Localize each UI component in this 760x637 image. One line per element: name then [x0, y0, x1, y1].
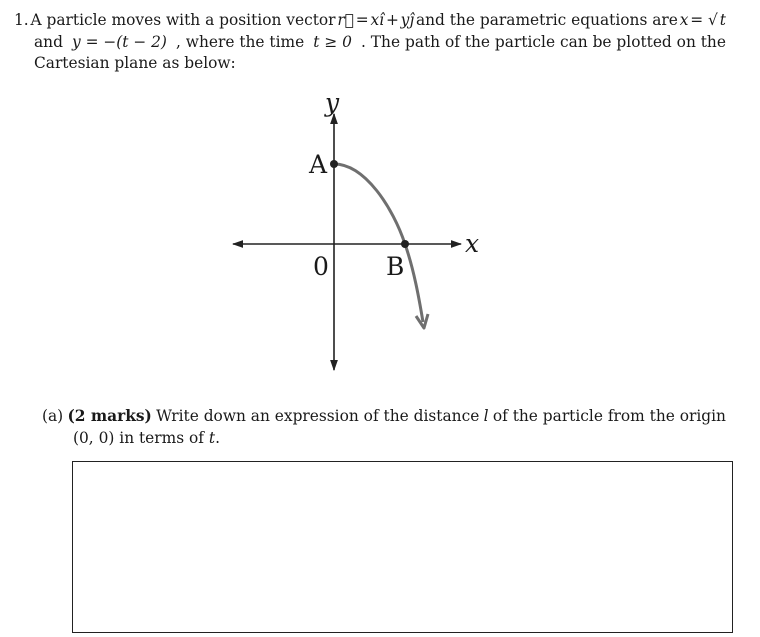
y-axis-label: y [325, 88, 340, 117]
part-a-text-2: of the particle from the origin [492, 407, 726, 425]
part-a-line-2 [42, 428, 726, 450]
part-a-line-1 [42, 406, 726, 428]
question-text-1b: and the parametric equations are [415, 11, 678, 29]
term-x-i: xî [370, 11, 385, 29]
text-and: and [34, 32, 63, 51]
x-axis-label: x [465, 229, 480, 258]
var-l: l [483, 407, 489, 425]
point-a-label: A [309, 150, 328, 179]
parametric-graph [225, 88, 495, 378]
part-a [42, 406, 726, 449]
part-a-label: (a) [42, 407, 64, 425]
question-number: 1. [14, 11, 29, 29]
text-cartesian: Cartesian plane as below: [34, 54, 236, 72]
origin-label: 0 [313, 252, 329, 281]
part-a-marks: (2 marks) [67, 407, 152, 425]
origin-coords: (0, 0) in terms of [73, 428, 209, 447]
answer-box[interactable] [72, 461, 733, 633]
question-1 [14, 10, 726, 75]
question-line-2 [14, 32, 726, 54]
var-x: x [679, 11, 689, 29]
text-path: . The path of the particle can be plotted on the [361, 32, 726, 51]
plus-sign: + [385, 11, 399, 29]
sqrt-eq: = √ [690, 11, 718, 29]
point-b-label: B [386, 252, 405, 281]
point-a [330, 160, 338, 168]
var-t: t [719, 11, 726, 29]
text-where: , where the time [175, 32, 305, 51]
vector-r: r⃗ [337, 11, 354, 29]
graph-svg [225, 88, 495, 378]
eq-sign: = [355, 11, 369, 29]
term-y-j: yĵ [400, 11, 415, 29]
y-equation: y = −(t − 2) [72, 32, 167, 51]
part-a-text-1: Write down an expression of the distance [156, 407, 480, 425]
question-line-1 [14, 10, 726, 32]
path-curve [334, 164, 423, 322]
question-text-1a: A particle moves with a position vector [30, 11, 336, 29]
var-t-part-a: t [208, 428, 216, 447]
question-line-3 [14, 53, 726, 75]
period: . [215, 428, 220, 447]
t-inequality: t ≥ 0 [313, 32, 352, 51]
point-b [401, 240, 409, 248]
